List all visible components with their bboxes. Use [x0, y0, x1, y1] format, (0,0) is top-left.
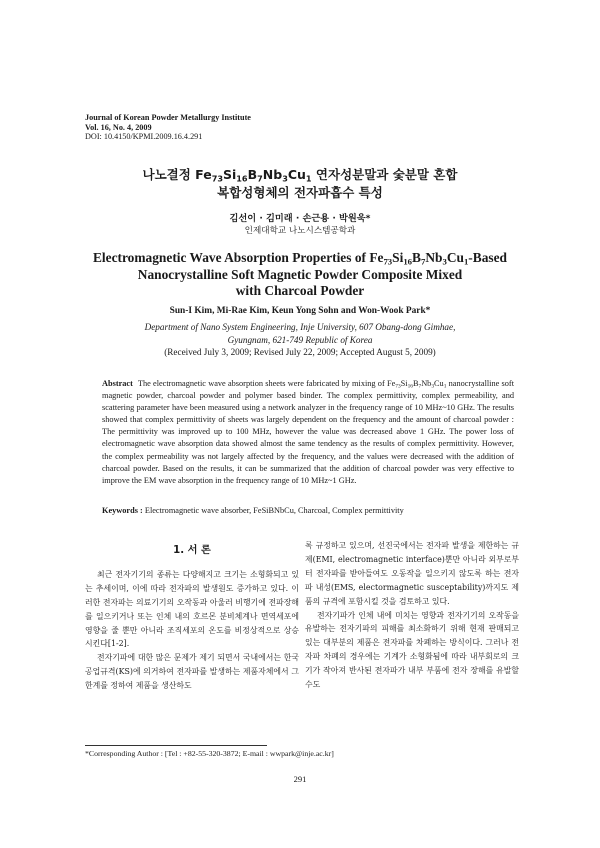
keywords: [102, 506, 514, 515]
section-title-introduction: 1. 서 론: [173, 545, 211, 556]
korean-authors: 김선이 · 김미래 · 손근용 · 박원욱*: [229, 213, 371, 224]
received-dates: (Received July 3, 2009; Revised July 22, 2009; Accepted August 5, 2009): [164, 347, 436, 357]
body-paragraph: 최근 전자기기의 종류는 다양해지고 크기는 소형화되고 있는 추세이며, 이에 따라 전자파의 발생원도 증가하고 있다. 이러한 전자파는 의료기기의 오작동과 아울러 비행기에 전파장해를 일으키거나 또는 인체 내의 호르몬 분비체계나 면역세포에 영향을 줄 뿐만 아니라 조직세포의 온도를 비정상적으로 상승시킨다[1-2].: [85, 569, 299, 649]
abstract: [102, 378, 514, 487]
english-affiliation: [60, 321, 540, 346]
journal-volume: Vol. 16, No. 4, 2009: [85, 122, 152, 132]
korean-title-line2: 복합성형체의 전자파흡수 특성: [217, 185, 383, 200]
korean-affiliation: 인제대학교 나노시스템공학과: [244, 226, 356, 236]
body-column-right: [305, 539, 519, 692]
english-title: [80, 250, 520, 300]
body-paragraph: 전자기파가 인체 내에 미치는 영향과 전자기기의 오작동을 유발하는 전자기파의 피해를 최소화하기 위해 현재 판매되고 있는 대부분의 제품은 전자파를 차폐하는 방식이다. 그러나 전자파 차폐의 경우에는 기계가 소형화됨에 따라 내부회로의 크기가 작아져 반사된 전자파가 내부 부품에 전자 장해를 유발할 수도: [305, 610, 519, 690]
english-title-line1: Electromagnetic Wave Absorption Properties of $Fe_{73}Si_{16}B_7Nb_3Cu_1$-Based: [92, 250, 507, 267]
body-column-left: [85, 544, 299, 693]
abstract-label: Abstract: [102, 379, 133, 388]
page-number: 291: [293, 774, 307, 784]
english-affiliation-line1: Department of Nano System Engineering, Inje University, 607 Obang-dong Gimhae,: [144, 322, 456, 332]
keywords-text: Electromagnetic wave absorber, FeSiBNbCu, Charcoal, Complex permittivity: [144, 506, 404, 515]
journal-name: Journal of Korean Powder Metallurgy Institute: [85, 113, 251, 122]
english-affiliation-line2: Gyungnam, 621-749 Republic of Korea: [227, 334, 373, 345]
abstract-text: The electromagnetic wave absorption sheets were fabricated by mixing of $Fe_{73}Si_{16}B_7Nb_3Cu_1$ nanocrystalline soft magnetic powder, charcoal powder and polymer based binder. The complex permittivity, complex permeability, and scattering parameter have been measured using a network analyzer in the frequency range of 10 MHz~10 GHz. The results showed that complex permittivity of sheets was largely dependent on the frequency and the amount of charcoal powder : The permittivity was improved up to 100 MHz, however the value was decreased above 1 GHz. The power loss of electromagnetic wave absorption data showed almost the same tendency as the results of complex permittivity. However, the complex permeability was not largely affected by the frequency, and the values were decreased with the addition of charcoal powder. Based on the results, it can be summarized that the addition of charcoal powder was very effective to improve the EM wave absorption in the frequency range of 10 MHz~1 GHz.: [102, 379, 514, 485]
english-authors: Sun-I Kim, Mi-Rae Kim, Keun Yong Sohn and Won-Wook Park*: [169, 306, 431, 316]
body-paragraph: 전자기파에 대한 많은 문제가 제기 되면서 국내에서는 한국공업규격(KS)에 의거하여 전자파를 발생하는 제품자체에서 그 한계를 정하여 제품을 생산하도: [85, 653, 299, 691]
keywords-label: Keywords :: [102, 506, 143, 515]
journal-header: [85, 113, 251, 142]
korean-title-line1: 나노결정 $Fe_{73}Si_{16}B_7Nb_3Cu_1$ 연자성분말과 숯분말 혼합: [142, 167, 458, 184]
corresponding-author-footnote: *Corresponding Author : [Tel : +82-55-320-3872; E-mail : wwpark@inje.ac.kr]: [85, 749, 334, 758]
english-title-line3: with Charcoal Powder: [235, 283, 365, 298]
body-paragraph: 록 규정하고 있으며, 선진국에서는 전자파 발생을 제한하는 규제(EMI, electromagnetic interface)뿐만 아니라 외부로부터 전자파를 받아들여도 오동작을 일으키지 않도록 하는 전자파 내성(EMS, electormagnetic susceptability)까지도 제품의 규격에 포함시킬 것을 검토하고 있다.: [305, 541, 519, 606]
english-title-line2: Nanocrystalline Soft Magnetic Powder Composite Mixed: [137, 266, 463, 282]
korean-title: [60, 166, 540, 202]
footnote-rule: [85, 745, 267, 746]
journal-doi: DOI: 10.4150/KPMI.2009.16.4.291: [85, 132, 203, 142]
